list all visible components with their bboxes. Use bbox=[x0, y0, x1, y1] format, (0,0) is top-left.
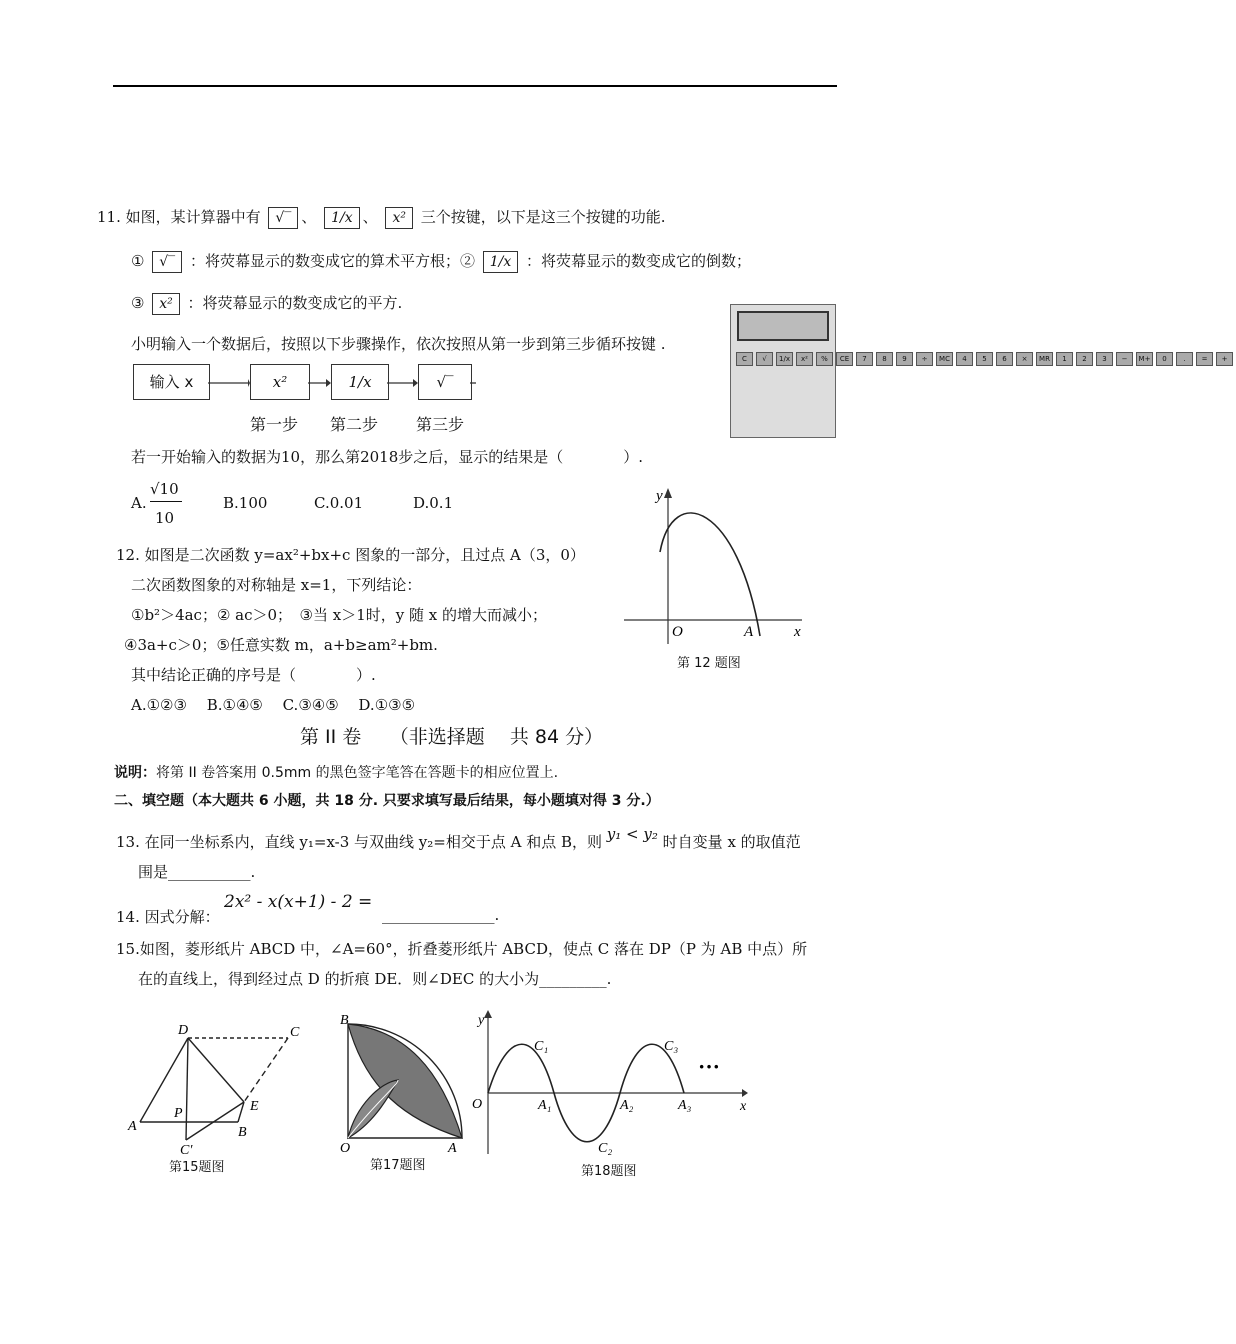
calculator-key: x² bbox=[796, 352, 813, 366]
calculator-key: 1/x bbox=[776, 352, 793, 366]
header-rule bbox=[113, 85, 837, 87]
square-key: x² bbox=[385, 207, 413, 229]
reciprocal-key: 1/x bbox=[324, 207, 360, 229]
q11-option-c: C.0.01 bbox=[314, 494, 364, 512]
section2-title: 第 II 卷 （非选择题 共 84 分） bbox=[300, 726, 604, 748]
q11-item-line-3: ③ x² ：将荧幕显示的数变成它的平方. bbox=[131, 292, 402, 315]
label-c-prime: C′ bbox=[180, 1143, 193, 1158]
label-e: E bbox=[250, 1099, 259, 1114]
fig15-rhombus bbox=[120, 1016, 320, 1156]
calculator-key: M+ bbox=[1136, 352, 1153, 366]
x-axis-label: x bbox=[794, 624, 801, 640]
parabola-curve bbox=[660, 513, 760, 636]
flow-sqrt-box: √‾ bbox=[418, 364, 472, 400]
calculator-key: MC bbox=[936, 352, 953, 366]
fig17-quarter-circle bbox=[336, 1010, 466, 1155]
fig18-sine-wave bbox=[468, 1008, 758, 1160]
q14-expression: 2x² - x(x+1) - 2 = bbox=[224, 892, 373, 912]
calculator-key: C bbox=[736, 352, 753, 366]
q15-line2: 在的直线上，得到经过点 D 的折痕 DE．则∠DEC 的大小为_________. bbox=[138, 970, 612, 988]
q14-prefix: 14. 因式分解： bbox=[116, 908, 220, 926]
calculator-key: 7 bbox=[856, 352, 873, 366]
origin-label: O bbox=[472, 1097, 483, 1112]
q11-intro-line: 11. 如图，某计算器中有 √‾ 、 1/x 、 x² 三个按键，以下是这三个按键的功能. bbox=[97, 206, 666, 229]
calculator-key: 4 bbox=[956, 352, 973, 366]
calculator-key: 0 bbox=[1156, 352, 1173, 366]
q12-parabola-figure bbox=[618, 484, 818, 654]
calculator-key: 9 bbox=[896, 352, 913, 366]
fig18-caption: 第18题图 bbox=[581, 1164, 637, 1179]
label-d: D bbox=[178, 1023, 189, 1038]
label-a: A bbox=[128, 1119, 137, 1134]
y-axis-label: y bbox=[478, 1013, 485, 1028]
q11-description: 小明输入一个数据后，按照以下步骤操作，依次按照从第一步到第三步循环按键 . bbox=[131, 335, 666, 353]
label-c3: C₃ bbox=[664, 1039, 679, 1054]
calculator-key: % bbox=[816, 352, 833, 366]
calculator-key: + bbox=[1216, 352, 1233, 366]
section2-note: 说明：将第 II 卷答案用 0.5mm 的黑色签字笔答在答题卡的相应位置上. bbox=[114, 765, 559, 781]
flow-step2-label: 第二步 bbox=[330, 415, 379, 434]
label-o: O bbox=[340, 1141, 351, 1156]
sqrt-key: √‾ bbox=[152, 251, 182, 273]
label-c1: C₁ bbox=[534, 1039, 549, 1054]
flow-step3-label: 第三步 bbox=[416, 415, 465, 434]
flow-input-box: 输入 x bbox=[133, 364, 210, 400]
calculator-key: MR bbox=[1036, 352, 1053, 366]
y-axis-label: y bbox=[656, 488, 663, 504]
q11-option-b: B.100 bbox=[223, 494, 268, 512]
fraction-bar bbox=[150, 501, 182, 502]
fig15-caption: 第15题图 bbox=[169, 1160, 225, 1175]
origin-label: O bbox=[672, 624, 683, 640]
continuation-dots: ··· bbox=[698, 1054, 721, 1079]
x-axis-label: x bbox=[740, 1099, 747, 1114]
calculator-key: ÷ bbox=[916, 352, 933, 366]
label-b: B bbox=[238, 1125, 247, 1140]
calculator-key: = bbox=[1196, 352, 1213, 366]
label-c: C bbox=[290, 1025, 300, 1040]
calculator-key: − bbox=[1116, 352, 1133, 366]
square-key: x² bbox=[152, 293, 180, 315]
calculator-key: 2 bbox=[1076, 352, 1093, 366]
label-a3: A₃ bbox=[678, 1098, 692, 1113]
calculator-key: 8 bbox=[876, 352, 893, 366]
q11-question: 若一开始输入的数据为10，那么第2018步之后，显示的结果是（ ）. bbox=[131, 448, 644, 466]
calculator-key: . bbox=[1176, 352, 1193, 366]
q12-figure-caption: 第 12 题图 bbox=[677, 656, 741, 671]
q14-blank: _______________. bbox=[382, 906, 500, 924]
sqrt-key: √‾ bbox=[268, 207, 298, 229]
calculator-key: 6 bbox=[996, 352, 1013, 366]
label-a2: A₂ bbox=[620, 1098, 634, 1113]
q11-option-a-denominator: 10 bbox=[155, 509, 175, 527]
fill-in-header: 二、填空题（本大题共 6 小题，共 18 分. 只要求填写最后结果，每小题填对得 3 分.） bbox=[114, 793, 660, 809]
flow-reciprocal-box: 1/x bbox=[331, 364, 389, 400]
label-a: A bbox=[448, 1141, 457, 1156]
q13-line2: 围是___________. bbox=[138, 863, 256, 881]
label-a1: A₁ bbox=[538, 1098, 552, 1113]
flow-square-box: x² bbox=[250, 364, 310, 400]
q15-line1: 15.如图，菱形纸片 ABCD 中，∠A=60°，折叠菱形纸片 ABCD，使点 C 落在 DP（P 为 AB 中点）所 bbox=[116, 940, 808, 958]
q13-line1: 13. 在同一坐标系内，直线 y₁=x-3 与双曲线 y₂=相交于点 A 和点 B，则 y₁ < y₂ 时自变量 x 的取值范 bbox=[116, 825, 801, 851]
fig17-caption: 第17题图 bbox=[370, 1158, 426, 1173]
q11-option-a-label: A. bbox=[131, 494, 147, 512]
q12-line3: ①b²＞4ac；② ac＞0； ③当 x＞1时，y 随 x 的增大而减小； bbox=[131, 606, 548, 624]
flow-arrows bbox=[208, 372, 478, 394]
q12-line2: 二次函数图象的对称轴是 x=1，下列结论： bbox=[131, 576, 422, 594]
q12-options: A.①②③ B.①④⑤ C.③④⑤ D.①③⑤ bbox=[131, 696, 416, 714]
q11-option-a-numerator: √10 bbox=[150, 480, 179, 498]
calculator-display bbox=[737, 311, 829, 341]
label-b: B bbox=[340, 1013, 349, 1028]
calculator-key: √ bbox=[756, 352, 773, 366]
calculator-key: 3 bbox=[1096, 352, 1113, 366]
calculator-image bbox=[730, 304, 1228, 438]
reciprocal-key: 1/x bbox=[483, 251, 519, 273]
calculator-key: 5 bbox=[976, 352, 993, 366]
calculator-key: × bbox=[1016, 352, 1033, 366]
q12-line5: 其中结论正确的序号是（ ）. bbox=[131, 666, 376, 684]
q11-option-d: D.0.1 bbox=[413, 494, 454, 512]
point-a-label: A bbox=[744, 624, 754, 640]
calculator-key: CE bbox=[836, 352, 853, 366]
calculator-key: 1 bbox=[1056, 352, 1073, 366]
label-p: P bbox=[174, 1106, 183, 1121]
flow-step1-label: 第一步 bbox=[250, 415, 299, 434]
q12-line1: 12. 如图是二次函数 y=ax²+bx+c 图象的一部分，且过点 A（3，0） bbox=[116, 546, 585, 564]
q12-line4: ④3a+c＞0；⑤任意实数 m，a+b≥am²+bm. bbox=[124, 636, 438, 654]
label-c2: C₂ bbox=[598, 1141, 613, 1156]
q11-item-line-1: ① √‾ ：将荧幕显示的数变成它的算术平方根；② 1/x ：将荧幕显示的数变成它的倒数； bbox=[131, 250, 751, 273]
